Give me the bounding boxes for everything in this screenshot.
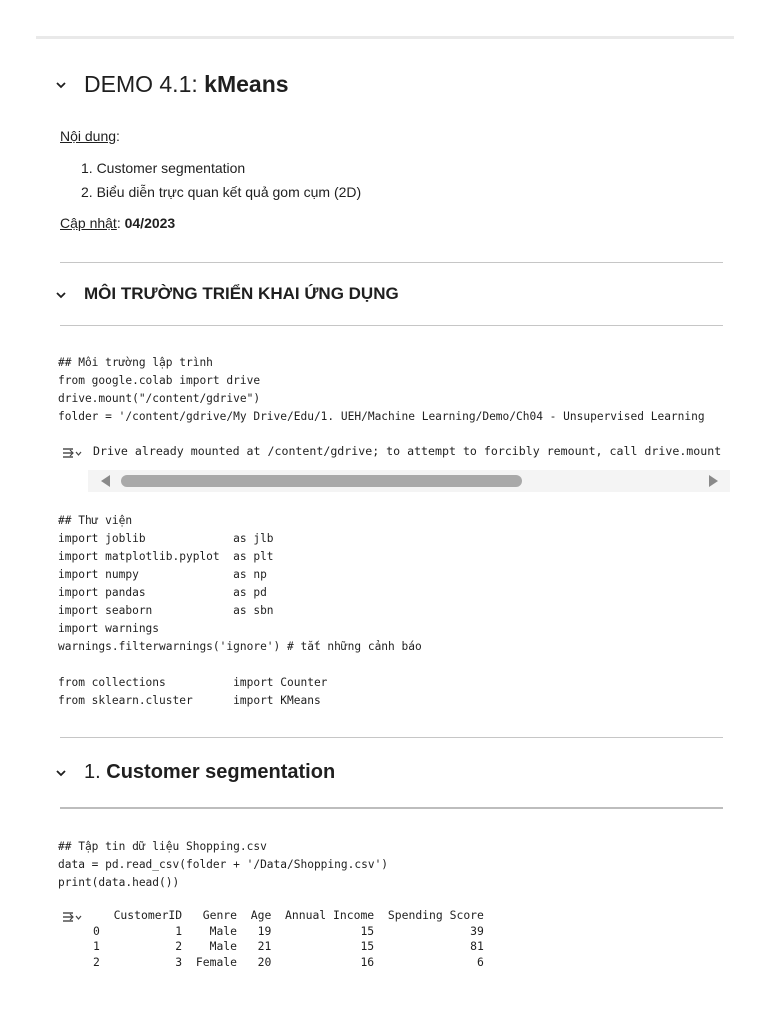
updated-line — [60, 215, 175, 231]
contents-label: Nội dung — [60, 128, 117, 144]
code-line: data = pd.read_csv(folder + '/Data/Shopping.csv') — [58, 858, 389, 871]
code-cell-env[interactable] — [58, 354, 705, 426]
code-line: folder = '/content/gdrive/My Drive/Edu/1. UEH/Machine Learning/Demo/Ch04 - Unsupervised Learning — [58, 410, 705, 423]
contents-item-2: 2. Biểu diễn trực quan kết quả gom cụm (2D) — [81, 184, 362, 200]
output-line: 1 2 Male 21 15 81 — [93, 939, 484, 953]
code-line: warnings.filterwarnings('ignore') # tắt những cảnh báo — [58, 640, 422, 653]
output-icon[interactable] — [62, 446, 82, 460]
code-line: import warnings — [58, 622, 160, 635]
output-icon[interactable] — [62, 910, 82, 924]
updated-value: 04/2023 — [124, 215, 176, 231]
chevron-down-icon[interactable] — [55, 767, 67, 779]
code-line: import numpy as np — [58, 568, 267, 581]
code-cell-libraries[interactable] — [58, 512, 422, 710]
section-1-number: 1. — [84, 761, 107, 783]
section-env-title: MÔI TRƯỜNG TRIỂN KHAI ỨNG DỤNG — [84, 284, 399, 303]
code-line: from google.colab import drive — [58, 374, 261, 387]
code-line: ## Thư viện — [58, 514, 133, 527]
chevron-down-icon[interactable] — [55, 289, 67, 301]
data-head-output — [93, 908, 484, 970]
contents-label-line — [60, 128, 120, 144]
code-line: ## Môi trường lập trình — [58, 356, 213, 369]
top-divider — [36, 36, 734, 39]
page-title — [84, 71, 289, 98]
section-divider — [60, 807, 723, 809]
page-title-prefix: DEMO 4.1: — [84, 71, 205, 97]
scroll-right-icon[interactable] — [709, 475, 718, 487]
code-line: ## Tập tin dữ liệu Shopping.csv — [58, 840, 267, 853]
page-title-bold: kMeans — [204, 71, 289, 97]
section-1-title — [84, 761, 335, 784]
code-line: drive.mount("/content/gdrive") — [58, 392, 261, 405]
output-line: 0 1 Male 19 15 39 — [93, 923, 484, 938]
code-line — [58, 656, 422, 674]
env-output-text: Drive already mounted at /content/gdrive; to attempt to forcibly remount, call drive.mount — [93, 444, 722, 458]
code-line: from sklearn.cluster import KMeans — [58, 694, 321, 707]
code-line: import joblib as jlb — [58, 532, 274, 545]
section-1-name: Customer segmentation — [106, 761, 336, 783]
section-divider — [60, 262, 723, 263]
updated-label: Cập nhật — [60, 215, 117, 231]
code-line: import seaborn as sbn — [58, 604, 274, 617]
output-line: 2 3 Female 20 16 6 — [93, 954, 484, 969]
contents-colon: : — [116, 128, 120, 144]
chevron-down-icon[interactable] — [55, 79, 67, 91]
section-divider — [60, 737, 723, 738]
code-line: print(data.head()) — [58, 876, 180, 889]
code-line: import matplotlib.pyplot as plt — [58, 550, 274, 563]
code-cell-data[interactable] — [58, 838, 388, 892]
contents-item-1: 1. Customer segmentation — [81, 160, 246, 176]
section-divider — [60, 325, 723, 326]
output-line: CustomerID Genre Age Annual Income Spending Score — [93, 908, 484, 922]
code-line: from collections import Counter — [58, 676, 328, 689]
scrollbar-thumb[interactable] — [121, 475, 522, 487]
scroll-left-icon[interactable] — [101, 475, 110, 487]
code-line: import pandas as pd — [58, 586, 267, 599]
updated-colon: : — [116, 215, 125, 231]
